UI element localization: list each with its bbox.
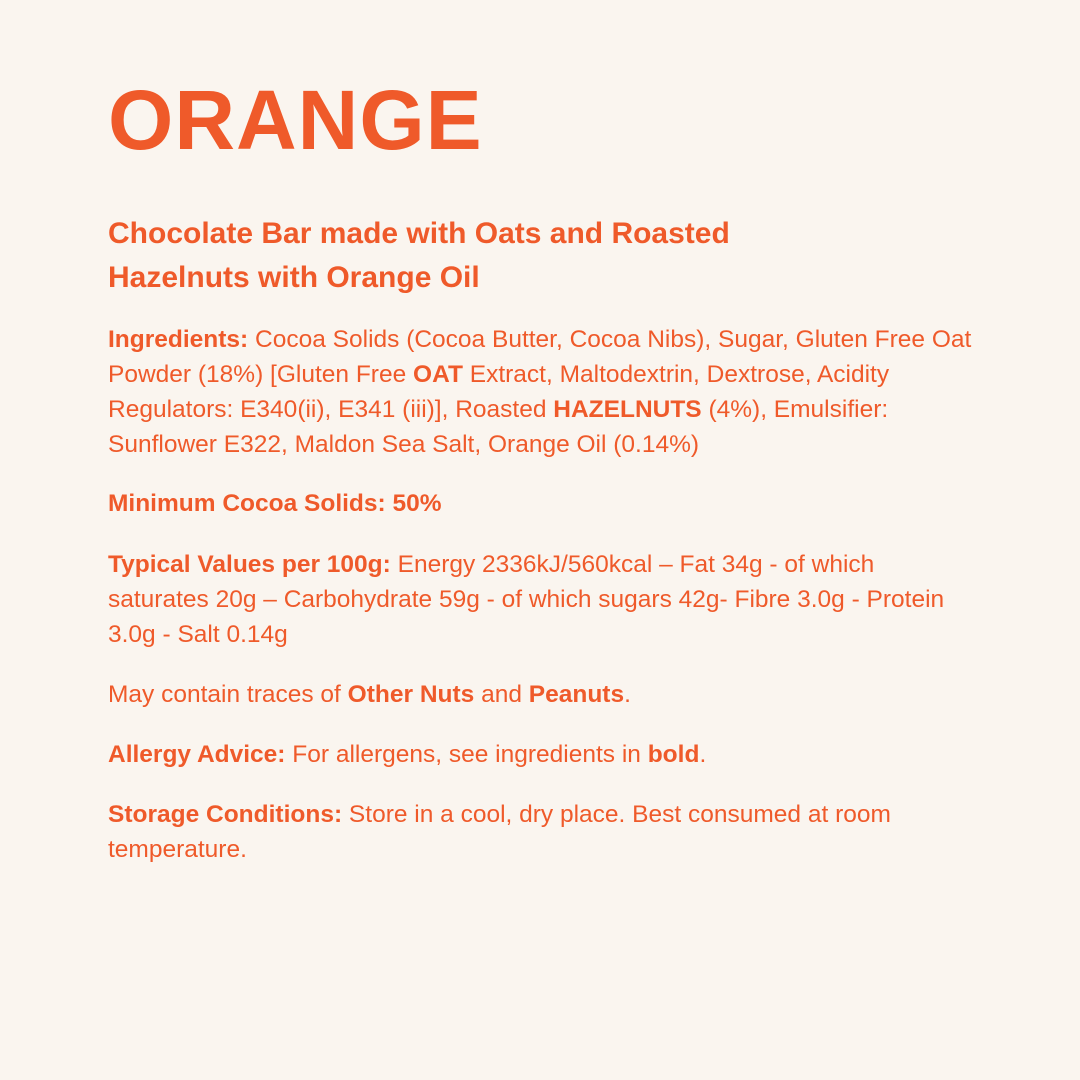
- ingredients-text-part-2: Extract, Maltodextrin, Dextrose, Acidity Regulators: E340(ii), E341 (iii)], Roasted: [108, 361, 890, 423]
- ingredients-paragraph: [108, 322, 980, 462]
- storage-conditions-text: Store in a cool, dry place. Best consumed at room temperature.: [108, 801, 891, 863]
- storage-conditions-paragraph: [108, 797, 980, 867]
- allergy-advice-label: Allergy Advice:: [108, 741, 286, 768]
- ingredients-text-part-1: Cocoa Solids (Cocoa Butter, Cocoa Nibs), Sugar, Gluten Free Oat Powder (18%) [Gluten Free: [108, 326, 972, 388]
- ingredients-label: Ingredients:: [108, 326, 249, 353]
- page-title: ORANGE: [108, 73, 483, 167]
- ingredients-text-part-3: (4%), Emulsifier: Sunflower E322, Maldon Sea Salt, Orange Oil (0.14%): [108, 396, 889, 458]
- traces-text-part-2: and: [474, 681, 529, 708]
- traces-other-nuts: Other Nuts: [347, 681, 475, 708]
- allergy-advice-text: For allergens, see ingredients in: [285, 741, 648, 768]
- product-subtitle: Chocolate Bar made with Oats and Roasted Hazelnuts with Orange Oil: [108, 217, 730, 294]
- allergy-bold-word: bold: [647, 741, 700, 768]
- allergy-advice-paragraph: [108, 737, 980, 772]
- traces-text-part-3: .: [624, 681, 631, 708]
- allergen-hazelnuts: HAZELNUTS: [553, 396, 702, 423]
- allergen-oat: OAT: [413, 361, 463, 388]
- typical-values-paragraph: [108, 547, 980, 652]
- allergy-advice-end: .: [699, 741, 707, 768]
- traces-paragraph: [108, 677, 980, 712]
- typical-values-label: Typical Values per 100g:: [108, 551, 391, 578]
- typical-values-text: Energy 2336kJ/560kcal – Fat 34g - of which saturates 20g – Carbohydrate 59g - of which sugars 42g- Fibre 3.0g - Protein 3.0g - Salt 0.14g: [108, 551, 945, 648]
- storage-conditions-label: Storage Conditions:: [108, 801, 343, 828]
- traces-peanuts: Peanuts: [528, 681, 625, 708]
- minimum-cocoa-solids: Minimum Cocoa Solids: 50%: [108, 490, 442, 517]
- traces-text-part-1: May contain traces of: [108, 681, 348, 708]
